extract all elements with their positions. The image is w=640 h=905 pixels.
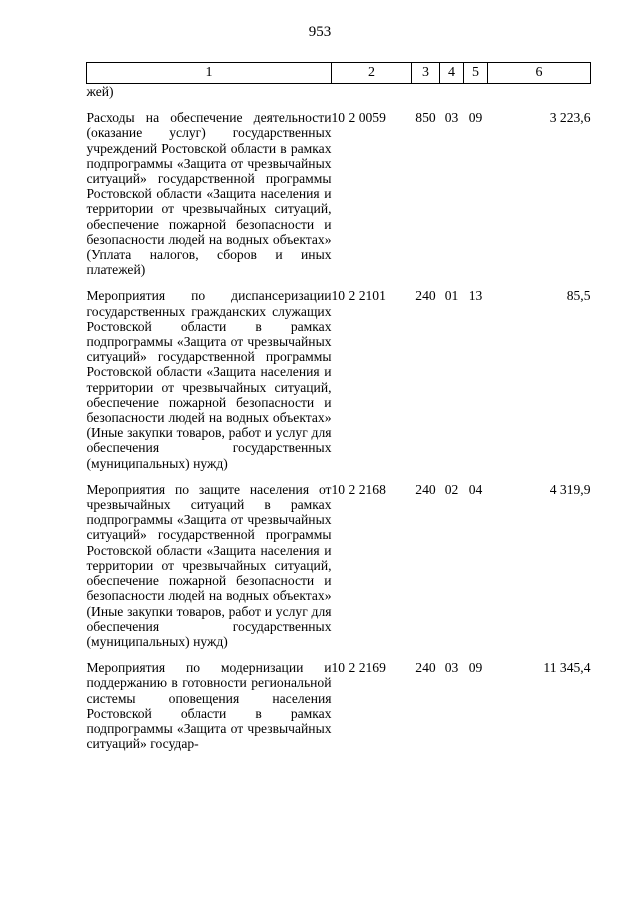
row-amount: 3 223,6 — [549, 110, 591, 126]
header-col-4: 4 — [440, 63, 464, 84]
header-col-5: 5 — [464, 63, 488, 84]
row-target-code: 10 2 0059 — [331, 110, 386, 126]
row-section: 01 — [444, 288, 459, 304]
row-amount: 4 319,9 — [549, 481, 591, 497]
row-expense-type: 240 — [415, 288, 436, 304]
header-col-2: 2 — [332, 63, 412, 84]
row-target-code: 10 2 2169 — [331, 660, 386, 676]
row-subsection: 04 — [468, 481, 483, 497]
header-col-1: 1 — [87, 63, 332, 84]
continuation-row — [87, 84, 591, 111]
row-expense-type: 240 — [415, 660, 436, 676]
row-description: Мероприятия по защите населения от чрезвычайных ситуаций в рамках подпрограммы «Защита от чрезвычайных ситуаций» государственной программы Ростовской области «Защита населения и территории от чрезвычайных ситуаций, обеспечение пожарной безопасности и безопасности людей на водных объектах» (Иные закупки товаров, работ и услуг для обеспечения государственных (муниципальных) нужд) — [86, 481, 332, 649]
row-description: Мероприятия по модернизации и поддержанию в готовности региональной системы оповещения населения Ростовской области в рамках подпрограммы «Защита от чрезвычайных ситуаций» государ- — [86, 660, 332, 752]
table-row — [87, 110, 591, 288]
row-target-code: 10 2 2168 — [331, 481, 386, 497]
header-col-3: 3 — [412, 63, 440, 84]
continuation-text: жей) — [86, 84, 114, 99]
row-subsection: 13 — [468, 288, 483, 304]
budget-table — [86, 62, 591, 751]
row-section: 03 — [444, 110, 459, 126]
table-row — [87, 482, 591, 660]
row-amount: 11 345,4 — [543, 660, 591, 676]
row-section: 03 — [444, 660, 459, 676]
table-row — [87, 288, 591, 481]
row-target-code: 10 2 2101 — [331, 288, 386, 304]
row-description: Расходы на обеспечение деятельности (оказание услуг) государственных учреждений Ростовской области в рамках подпрограммы «Защита от чрезвычайных ситуаций» государственной программы Ростовской области «Защита населения и территории от чрезвычайных ситуаций, обеспечение пожарной безопасности и безопасности людей на водных объектах» (Уплата налогов, сборов и иных платежей) — [86, 110, 332, 278]
row-section: 02 — [444, 481, 459, 497]
row-expense-type: 850 — [415, 110, 436, 126]
row-description: Мероприятия по диспансеризации государственных гражданских служащих Ростовской области в рамках подпрограммы «Защита от чрезвычайных ситуаций» государственной программы Ростовской области «Защита населения и территории от чрезвычайных ситуаций, обеспечение пожарной безопасности и безопасности людей на водных объектах» (Иные закупки товаров, работ и услуг для обеспечения государственных (муниципальных) нужд) — [86, 288, 332, 471]
table-header — [87, 63, 591, 84]
table-row — [87, 660, 591, 751]
header-col-6: 6 — [488, 63, 591, 84]
row-amount: 85,5 — [566, 288, 591, 304]
row-subsection: 09 — [468, 110, 483, 126]
row-expense-type: 240 — [415, 481, 436, 497]
page-number: 953 — [308, 24, 332, 40]
row-subsection: 09 — [468, 660, 483, 676]
